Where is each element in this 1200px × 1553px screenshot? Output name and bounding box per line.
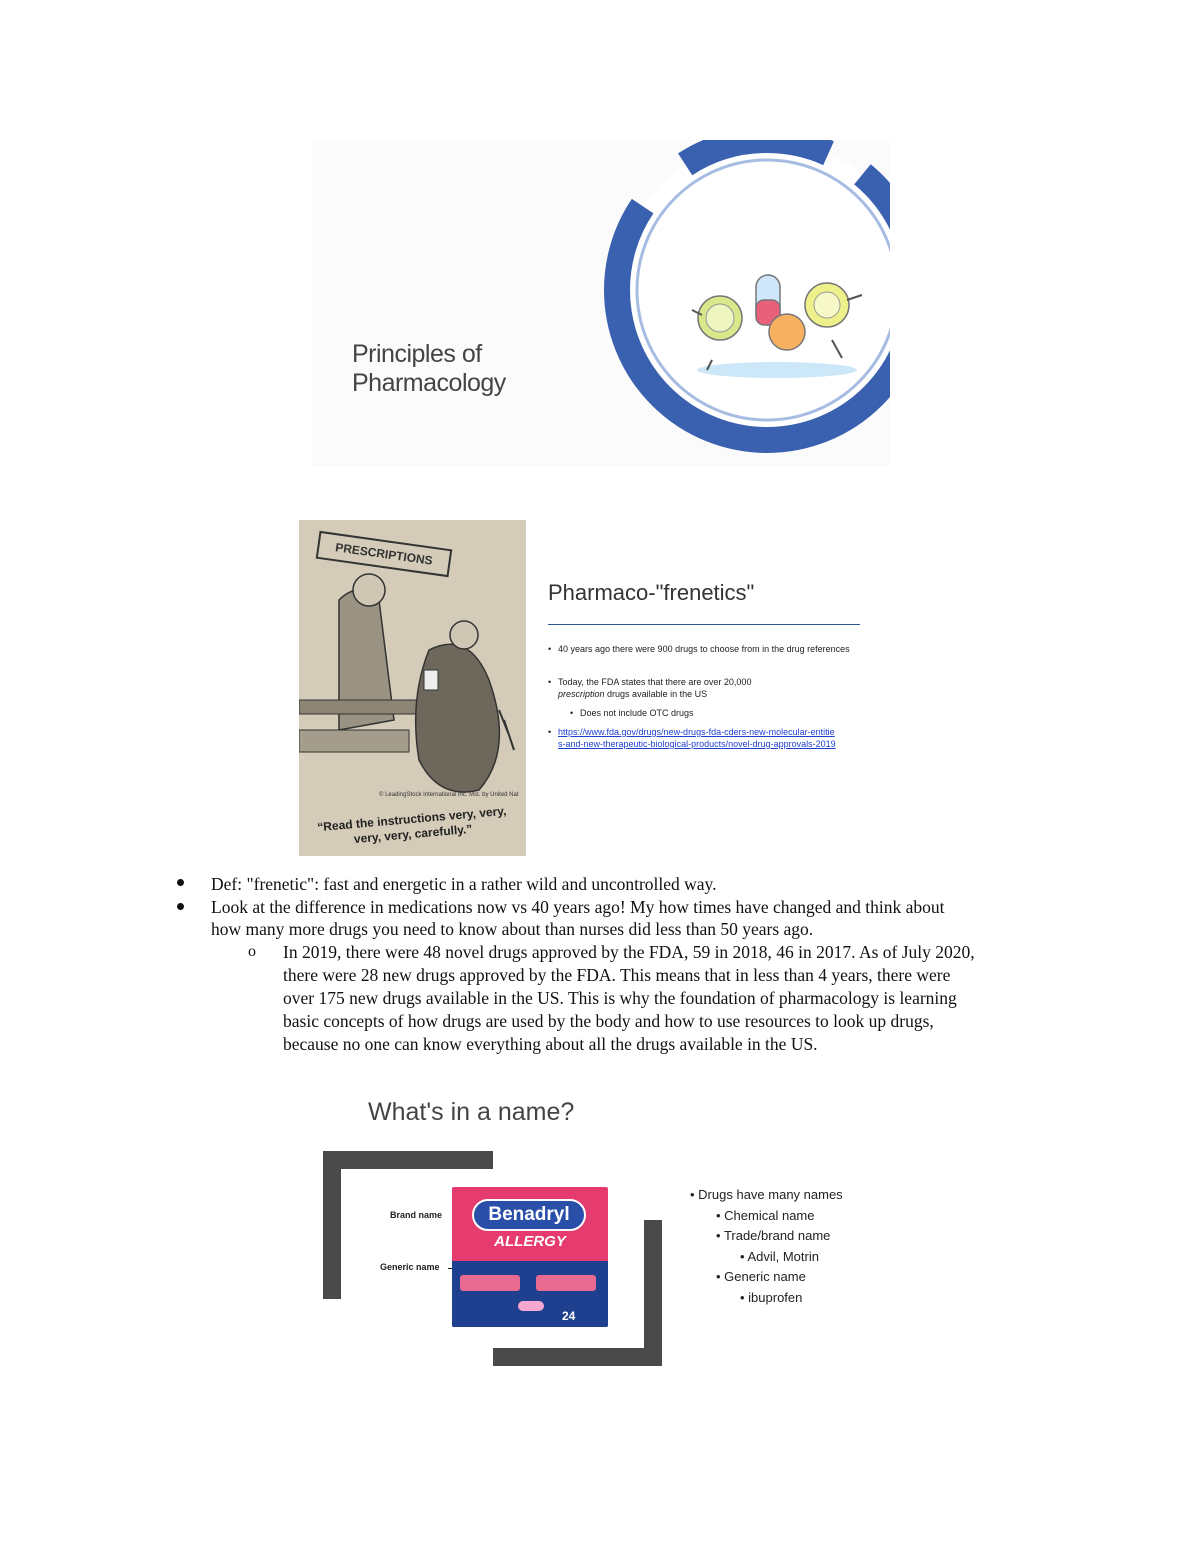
heading-underline — [548, 624, 860, 625]
bullet-item: • https://www.fda.gov/drugs/new-drugs-fda-cders-new-molecular-entities-and-new-therapeutic-biological-products/novel-drug-approvals-2019 — [548, 727, 836, 749]
prescriptions-sign: PRESCRIPTIONS — [316, 531, 453, 577]
bullet-item: • Today, the FDA states that there are over 20,000 prescription drugs available in the US — [548, 677, 752, 699]
novel-drugs-line-3: over 175 new drugs available in the US. This is why the foundation of pharmacology is learning — [283, 988, 957, 1008]
novel-drugs-line-4: basic concepts of how drugs are used by the body and how to use resources to look up drugs, — [283, 1011, 934, 1031]
slide-title-line-2: Pharmacology — [352, 369, 506, 397]
list-item: • Advil, Motrin — [740, 1248, 819, 1264]
slide-heading: Pharmaco-"frenetics" — [548, 580, 755, 605]
list-item: • Trade/brand name — [716, 1228, 831, 1243]
bullet-item: • 40 years ago there were 900 drugs to choose from in the drug references — [548, 643, 868, 655]
sub-bullet-item: • Does not include OTC drugs — [570, 707, 870, 719]
novel-drugs-line-1: In 2019, there were 48 novel drugs approved by the FDA, 59 in 2018, 46 in 2017. As of July 2020, — [283, 942, 975, 962]
cartoon-caption: “Read the instructions very, very, very, very, carefully.” — [316, 803, 507, 847]
sub-bullet-text: Does not include OTC drugs — [580, 708, 694, 718]
cartoon-credit: © LeadingStock International Inc. Mst. by United Nat — [379, 792, 519, 798]
cartoon-pills-illustration — [682, 270, 872, 380]
box-panel-strip — [460, 1275, 520, 1291]
bullet-text: drugs available in the US — [607, 689, 708, 699]
look-at-difference-line-2: how many more drugs you need to know about than nurses did less than 50 years ago. — [211, 919, 814, 939]
novel-drugs-line-2: there were 28 new drugs approved by the FDA. This means that in less than 4 years, there were — [283, 965, 951, 985]
slide-principles-of-pharmacology — [312, 140, 890, 466]
bullet-text: 40 years ago there were 900 drugs to choose from in the drug references — [558, 644, 850, 654]
list-item: • Generic name — [716, 1269, 806, 1284]
definition-frenetic: Def: "frenetic": fast and energetic in a rather wild and uncontrolled way. — [211, 874, 717, 894]
names-list — [690, 1185, 843, 1308]
fda-novel-drug-approvals-link[interactable]: https://www.fda.gov/drugs/new-drugs-fda-cders-new-molecular-entities-and-new-therapeutic-biological-products/novel-drug-approvals-2019 — [558, 727, 836, 749]
slide-title — [352, 340, 506, 398]
bullet-dot — [177, 879, 184, 886]
bracket-right — [644, 1220, 662, 1366]
list-item: • Drugs have many names — [690, 1187, 843, 1202]
tablet-count: 24 — [562, 1309, 576, 1323]
list-item: • ibuprofen — [740, 1289, 803, 1305]
generic-name-label: Generic name — [380, 1262, 440, 1272]
list-item: • Chemical name — [716, 1207, 815, 1223]
slide-title-whats-in-a-name: What's in a name? — [368, 1098, 575, 1126]
bracket-bottom — [493, 1348, 662, 1366]
slide-pharmaco-frenetics — [299, 520, 871, 856]
benadryl-box-image — [452, 1187, 608, 1327]
prescriptions-cartoon — [299, 520, 526, 856]
bullet-dot — [177, 903, 184, 910]
box-lower-panel — [452, 1261, 608, 1327]
novel-drugs-line-5: because no one can know everything about all the drugs available in the US. — [283, 1034, 818, 1054]
bracket-left — [323, 1151, 341, 1299]
sub-bullet-marker: o — [248, 943, 256, 960]
bullet-italic-text: prescription — [558, 689, 605, 699]
brand-name-label: Brand name — [390, 1210, 443, 1220]
tablet-icon — [518, 1301, 544, 1311]
look-at-difference-line-1: Look at the difference in medications now vs 40 years ago! My how times have changed and think about — [211, 897, 945, 917]
benadryl-brand-logo: Benadryl — [472, 1199, 586, 1231]
slide-title-line-1: Principles of — [352, 340, 482, 368]
box-panel-strip — [536, 1275, 596, 1291]
bracket-top — [323, 1151, 493, 1169]
allergy-label: ALLERGY — [494, 1233, 566, 1250]
bullet-text: Today, the FDA states that there are over 20,000 — [558, 677, 752, 687]
